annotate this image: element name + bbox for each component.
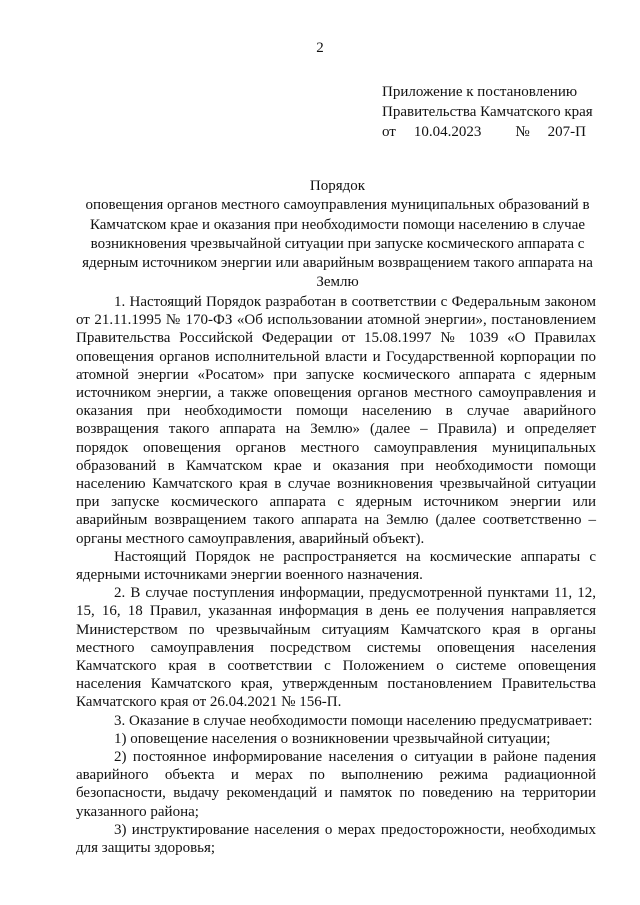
document-title	[60, 177, 615, 293]
appendix-header	[382, 82, 622, 142]
paragraph: 2. В случае поступления информации, предусмотренной пунктами 11, 12, 15, 16, 18 Правил, указанная информация в день ее получения направляется Министерством по чрезвычайным ситуациям Камчатского края в органы местного самоуправления посредством системы оповещения населения Камчатского края в соответствии с Положением о системе оповещения населения Камчатского края, утвержденным постановлением Правительства Камчатского края от 26.04.2021 № 156-П.	[76, 585, 596, 711]
paragraph: 2) постоянное информирование населения о ситуации в районе падения аварийного объекта и мерах по выполнению режима радиационной безопасности, выдачу рекомендаций и памяток по поведению на территории указанного района;	[76, 749, 596, 820]
title-line-3: возникновения чрезвычайной ситуации при запуске космического аппарата с	[90, 235, 585, 252]
appendix-date: 10.04.2023	[413, 124, 482, 140]
title-line-1: оповещения органов местного самоуправления муниципальных образований в	[85, 197, 590, 214]
paragraph: 3. Оказание в случае необходимости помощи населению предусматривает:	[114, 712, 593, 729]
paragraph: Настоящий Порядок не распространяется на космические аппараты с ядерными источниками энергии военного назначения.	[76, 548, 596, 584]
document-body	[76, 293, 596, 857]
appendix-from-label: от	[382, 124, 396, 140]
title-line-2: Камчатском крае и оказания при необходимости помощи населению в случае	[89, 216, 586, 233]
page-number: 2	[316, 40, 324, 56]
appendix-line-2: Правительства Камчатского края	[382, 104, 593, 120]
appendix-date-row	[382, 122, 622, 142]
appendix-number: 207-П	[547, 124, 586, 140]
paragraph: 1. Настоящий Порядок разработан в соответствии с Федеральным законом от 21.11.1995 № 170-ФЗ «Об использовании атомной энергии», постановлением Правительства Российской Федерации от 15.08.1997 № 1039 «О Правилах оповещения органов исполнительной власти и Государственной корпорации по атомной энергии «Росатом» при запуске космического аппарата с ядерным источником энергии, а также оповещения органов местного самоуправления и оказания при необходимости помощи населению в случае аварийного возвращения такого аппарата на Землю» (далее – Правила) и определяет порядок оповещения органов местного самоуправления муниципальных образований в Камчатском крае и оказания при необходимости помощи населению Камчатского края в случае возникновения чрезвычайной ситуации при запуске космического аппарата с ядерным источником энергии или аварийным возвращением такого аппарата на Землю (далее соответственно – органы местного самоуправления, аварийный объект).	[76, 294, 596, 547]
appendix-line-1: Приложение к постановлению	[382, 84, 578, 100]
paragraph: 1) оповещение населения о возникновении чрезвычайной ситуации;	[114, 730, 551, 747]
title-heading: Порядок	[309, 178, 366, 194]
appendix-number-label: №	[515, 124, 530, 140]
title-line-5: Землю	[316, 274, 359, 291]
paragraph: 3) инструктирование населения о мерах предосторожности, необходимых для защиты здоровья;	[76, 821, 596, 857]
title-line-4: ядерным источником энергии или аварийным возвращением такого аппарата на	[82, 255, 593, 272]
